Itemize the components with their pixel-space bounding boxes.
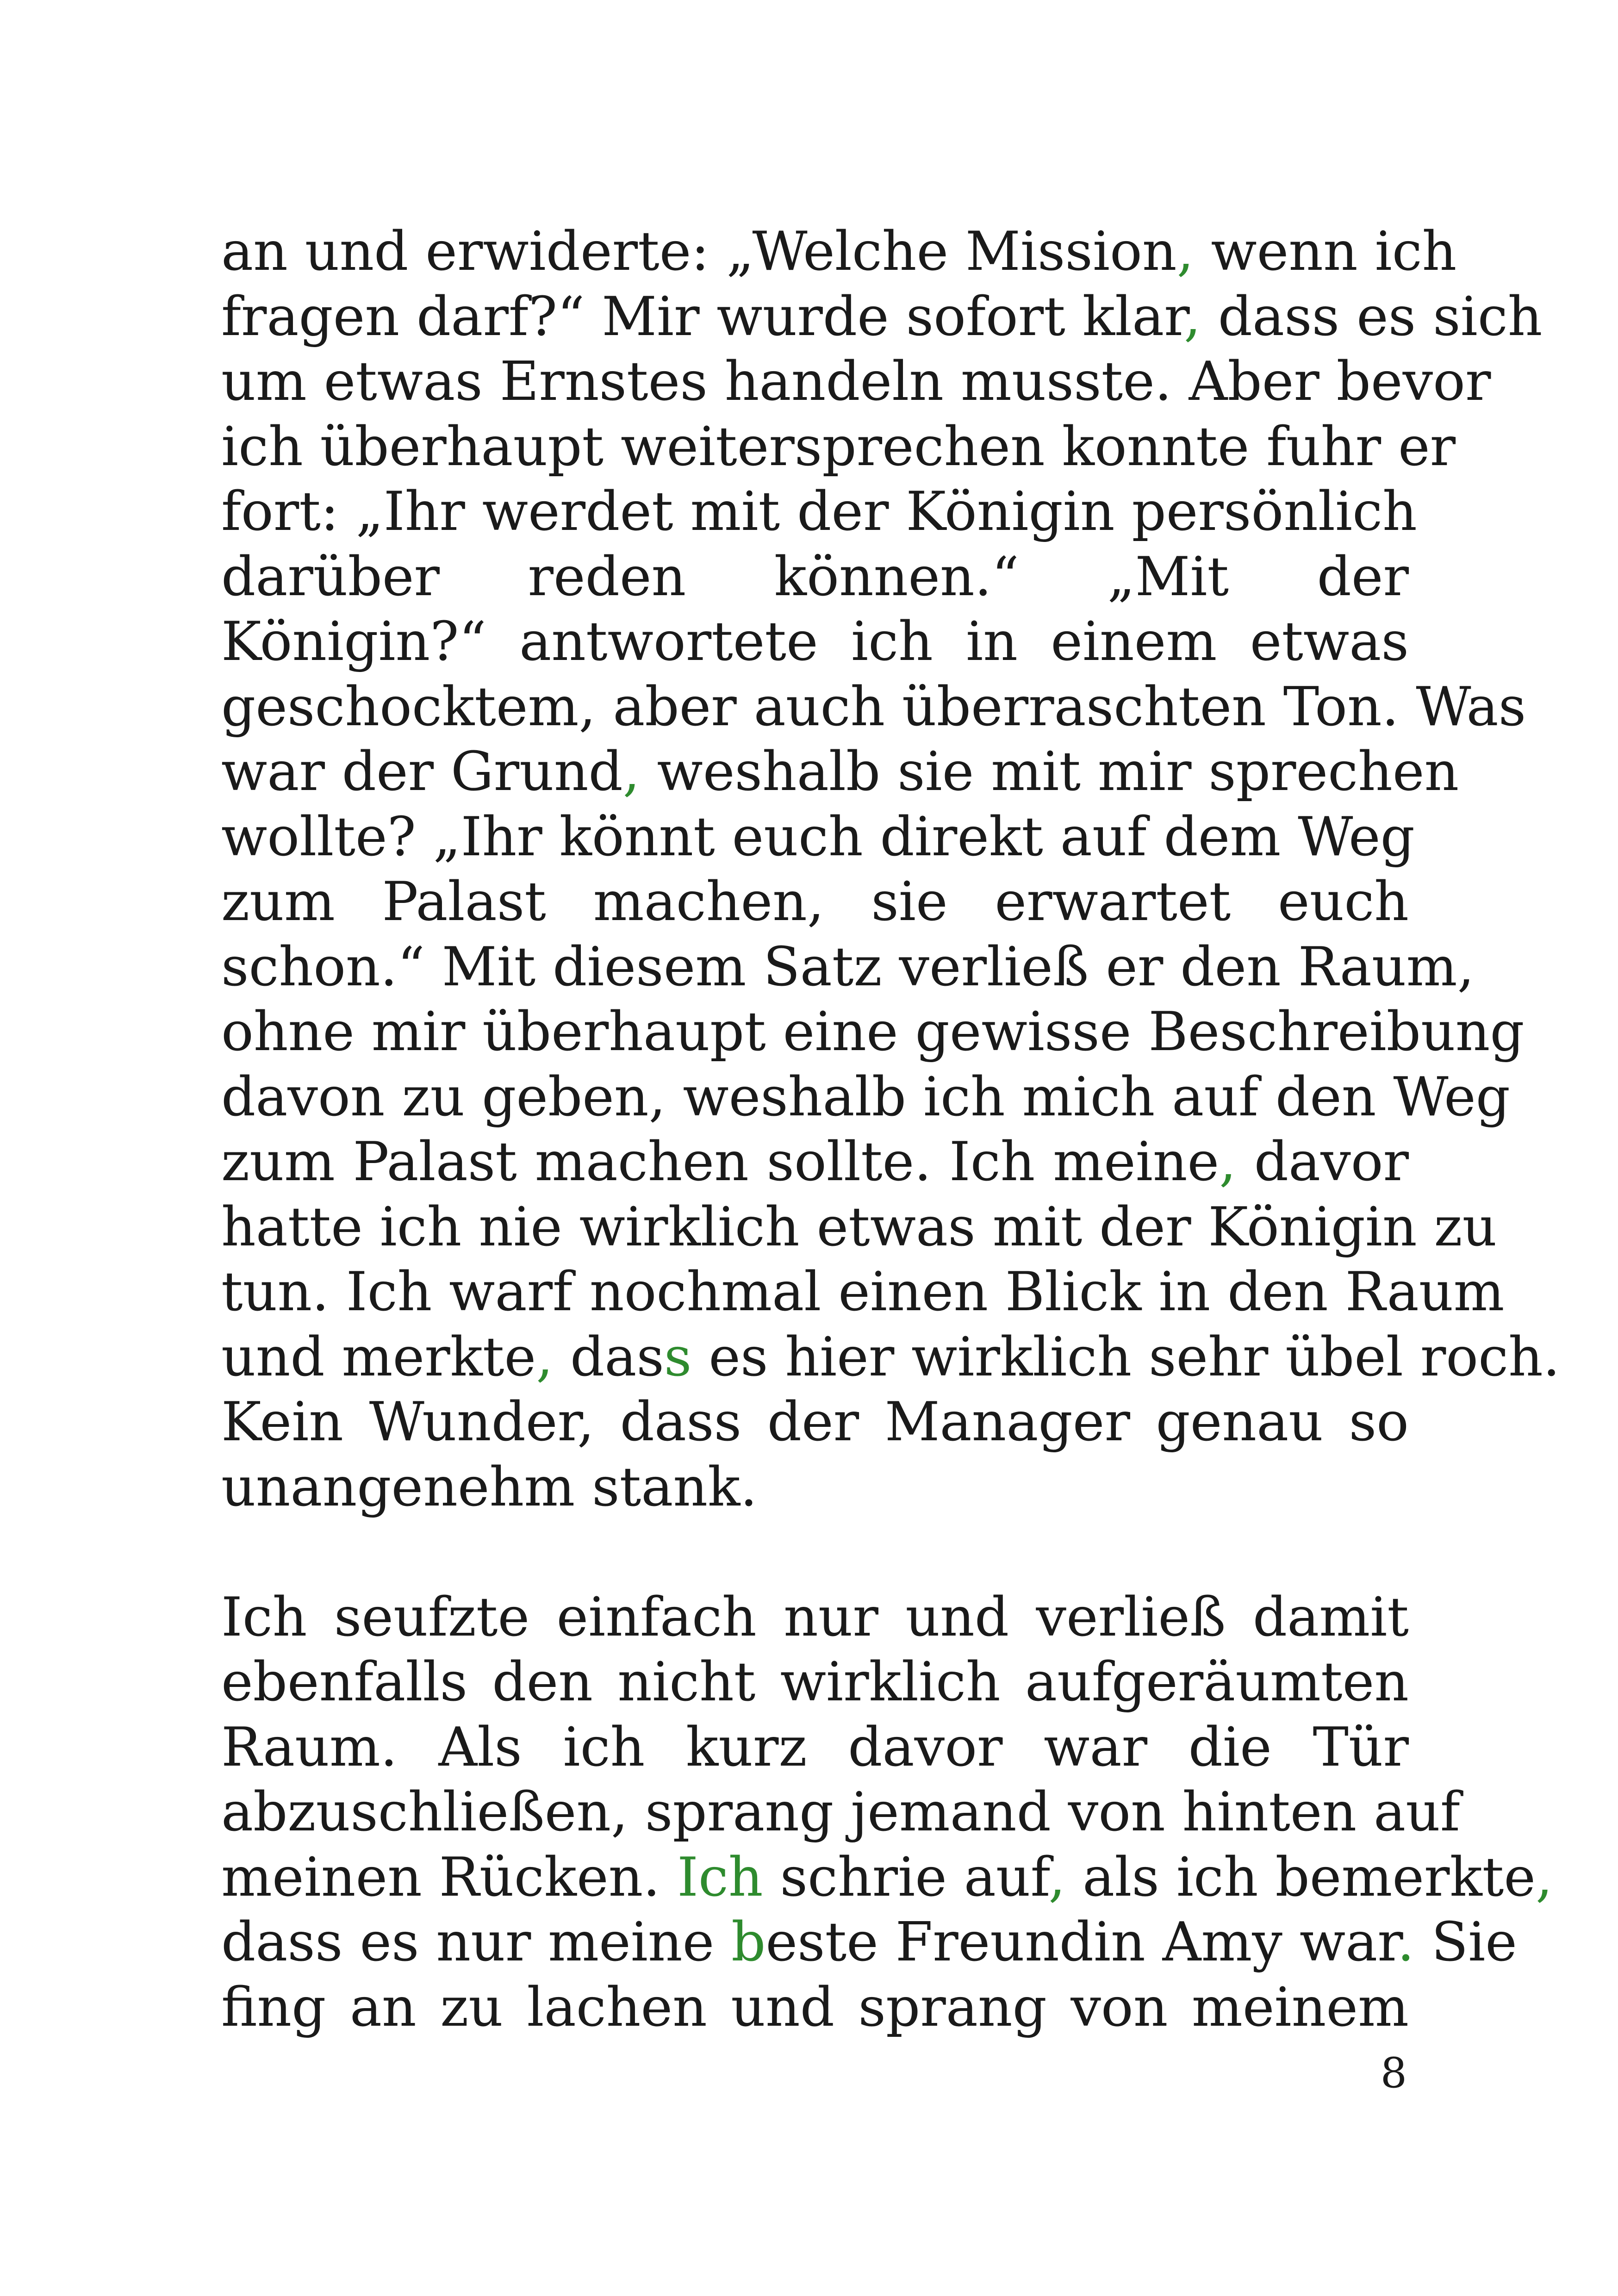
- text-segment: Raum. Als ich kurz davor war die Tür: [221, 1716, 1409, 1779]
- text-line: [221, 1585, 1409, 1650]
- text-line: [221, 1390, 1409, 1455]
- text-line: [221, 1455, 1409, 1520]
- body-text: [221, 219, 1560, 2040]
- text-segment: darüber reden können.“ „Mit der: [221, 545, 1409, 608]
- correction-mark: ,: [1048, 1846, 1066, 1909]
- text-line: [221, 1910, 1517, 1975]
- text-line: [221, 870, 1409, 935]
- text-segment: zum Palast machen sollte. Ich meine: [221, 1131, 1220, 1193]
- correction-mark: ,: [1536, 1846, 1553, 1909]
- text-line: [221, 219, 1457, 285]
- paragraph-gap: [221, 1520, 1409, 1585]
- text-line: [221, 610, 1409, 675]
- text-line: [221, 740, 1459, 805]
- text-segment: abzuschließen, sprang jemand von hinten auf: [221, 1781, 1460, 1843]
- text-segment: und merkte: [221, 1325, 536, 1388]
- text-line: [221, 1715, 1409, 1780]
- correction-mark: b: [731, 1911, 766, 1973]
- text-segment: als ich bemerkte: [1065, 1846, 1536, 1909]
- text-segment: um etwas Ernstes handeln musste. Aber bevor: [221, 350, 1491, 413]
- text-segment: Kein Wunder, dass der Manager genau so: [221, 1391, 1409, 1453]
- correction-mark: ,: [622, 740, 640, 803]
- text-line: [221, 935, 1475, 1000]
- text-segment: dass es nur meine: [221, 1911, 732, 1973]
- text-segment: das: [553, 1325, 664, 1388]
- text-segment: ohne mir überhaupt eine gewisse Beschreibung: [221, 1001, 1525, 1063]
- correction-mark: Ich: [677, 1846, 763, 1909]
- text-line: [221, 1780, 1460, 1845]
- text-segment: schon.“ Mit diesem Satz verließ er den Raum,: [221, 935, 1475, 998]
- text-segment: schrie auf: [763, 1846, 1049, 1909]
- text-segment: davon zu geben, weshalb ich mich auf den Weg: [221, 1065, 1511, 1128]
- text-line: [221, 1975, 1409, 2041]
- text-line: [221, 1325, 1560, 1390]
- text-segment: fort: „Ihr werdet mit der Königin persönlich: [221, 480, 1417, 543]
- text-segment: weshalb sie mit mir sprechen: [640, 740, 1459, 803]
- text-segment: Ich seufzte einfach nur und verließ damit: [221, 1586, 1409, 1649]
- text-segment: Königin?“ antwortete ich in einem etwas: [221, 610, 1409, 673]
- paragraph: [221, 1585, 1553, 2041]
- text-segment: ebenfalls den nicht wirklich aufgeräumten: [221, 1651, 1409, 1713]
- text-segment: geschocktem, aber auch überraschten Ton. Was: [221, 675, 1526, 738]
- text-segment: es hier wirklich sehr übel roch.: [691, 1325, 1560, 1388]
- correction-mark: ,: [1219, 1131, 1237, 1193]
- text-segment: war der Grund: [221, 740, 623, 803]
- text-segment: an und erwiderte: „Welche Mission: [221, 220, 1177, 283]
- text-segment: zum Palast machen, sie erwartet euch: [221, 871, 1409, 933]
- text-line: [221, 349, 1491, 415]
- text-line: [221, 805, 1415, 870]
- text-segment: wenn ich: [1194, 220, 1457, 283]
- text-line: [221, 1845, 1553, 1910]
- text-segment: Sie: [1414, 1911, 1517, 1973]
- text-line: [221, 1000, 1525, 1065]
- text-segment: meinen Rücken.: [221, 1846, 678, 1909]
- text-line: [221, 1065, 1511, 1130]
- text-line: [221, 545, 1409, 610]
- text-segment: dass es sich: [1201, 285, 1543, 348]
- correction-mark: ,: [1176, 220, 1194, 283]
- text-line: [221, 1195, 1497, 1260]
- text-line: [221, 285, 1543, 350]
- correction-mark: ,: [536, 1325, 554, 1388]
- text-line: [221, 1650, 1409, 1715]
- text-segment: ich überhaupt weitersprechen konnte fuhr er: [221, 415, 1456, 478]
- text-line: [221, 479, 1417, 545]
- text-segment: hatte ich nie wirklich etwas mit der Königin zu: [221, 1195, 1497, 1258]
- text-segment: fragen darf?“ Mir wurde sofort klar: [221, 285, 1184, 348]
- text-line: [221, 415, 1456, 480]
- text-segment: wollte? „Ihr könnt euch direkt auf dem Weg: [221, 805, 1415, 868]
- text-segment: fing an zu lachen und sprang von meinem: [221, 1976, 1409, 2039]
- correction-mark: ,: [1183, 285, 1201, 348]
- text-line: [221, 1260, 1505, 1325]
- text-line: [221, 1130, 1409, 1195]
- text-segment: davor: [1236, 1131, 1409, 1193]
- text-line: [221, 675, 1526, 740]
- paragraph: [221, 219, 1560, 1520]
- correction-mark: s: [664, 1325, 692, 1388]
- text-segment: tun. Ich warf nochmal einen Blick in den Raum: [221, 1261, 1505, 1323]
- text-segment: unangenehm stank.: [221, 1456, 758, 1518]
- page-number: 8: [1380, 2049, 1407, 2097]
- text-segment: este Freundin Amy war: [765, 1911, 1397, 1973]
- correction-mark: .: [1397, 1911, 1414, 1973]
